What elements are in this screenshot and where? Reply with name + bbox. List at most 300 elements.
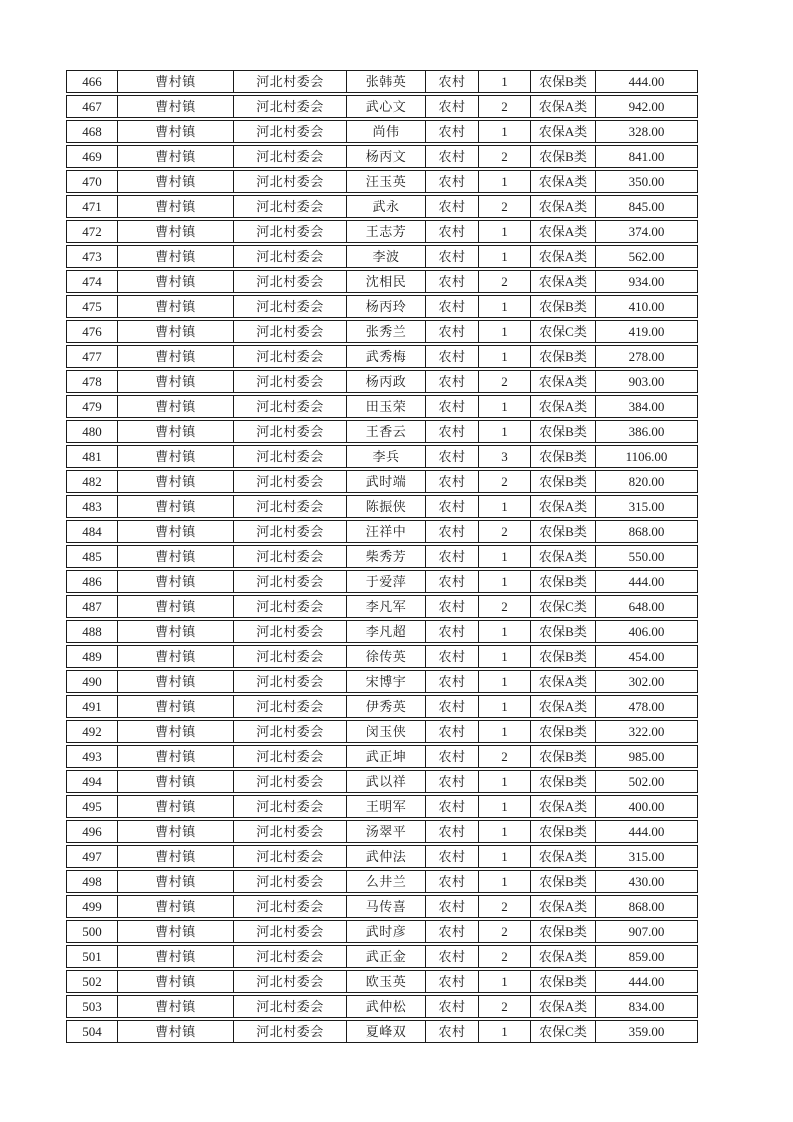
cell-amount: 562.00 — [628, 249, 665, 264]
cell-amount: 384.00 — [628, 399, 665, 414]
cell-town: 曹村镇 — [118, 96, 234, 117]
cell-village: 河北村委会 — [234, 996, 347, 1017]
cell-count: 1 — [479, 171, 531, 192]
cell-village: 河北村委会 — [234, 871, 347, 892]
cell-village: 河北村委会 — [234, 221, 347, 242]
cell-amount: 859.00 — [628, 949, 665, 964]
cell-town: 曹村镇 — [118, 271, 234, 292]
cell-category: 农村 — [426, 196, 479, 217]
cell-seq: 492 — [67, 721, 118, 742]
cell-category: 农村 — [426, 271, 479, 292]
cell-seq: 482 — [67, 471, 118, 492]
cell-count: 2 — [479, 371, 531, 392]
cell-category: 农村 — [426, 821, 479, 842]
cell-village: 河北村委会 — [234, 171, 347, 192]
cell-town: 曹村镇 — [118, 396, 234, 417]
table-row — [66, 370, 698, 393]
cell-amount: 359.00 — [628, 1024, 665, 1039]
cell-village: 河北村委会 — [234, 496, 347, 517]
table-row — [66, 395, 698, 418]
cell-seq: 481 — [67, 446, 118, 467]
table-row — [66, 495, 698, 518]
table-row — [66, 195, 698, 218]
cell-name: 欧玉英 — [347, 971, 426, 992]
cell-type: 农保A类 — [531, 196, 596, 217]
payment-table — [66, 70, 698, 1045]
cell-town: 曹村镇 — [118, 946, 234, 967]
cell-town: 曹村镇 — [118, 221, 234, 242]
cell-village: 河北村委会 — [234, 446, 347, 467]
cell-type: 农保B类 — [531, 446, 596, 467]
cell-type: 农保B类 — [531, 146, 596, 167]
cell-seq: 477 — [67, 346, 118, 367]
cell-type: 农保A类 — [531, 271, 596, 292]
cell-village: 河北村委会 — [234, 346, 347, 367]
table-row — [66, 470, 698, 493]
cell-name: 张韩英 — [347, 71, 426, 92]
cell-count: 2 — [479, 96, 531, 117]
cell-amount: 374.00 — [628, 224, 665, 239]
table-row — [66, 520, 698, 543]
cell-count: 2 — [479, 596, 531, 617]
cell-amount: 322.00 — [628, 724, 665, 739]
cell-town: 曹村镇 — [118, 896, 234, 917]
cell-type: 农保A类 — [531, 221, 596, 242]
cell-town: 曹村镇 — [118, 996, 234, 1017]
cell-village: 河北村委会 — [234, 646, 347, 667]
cell-type: 农保B类 — [531, 621, 596, 642]
cell-name: 武仲松 — [347, 996, 426, 1017]
cell-type: 农保C类 — [531, 321, 596, 342]
cell-count: 1 — [479, 221, 531, 242]
cell-name: 李兵 — [347, 446, 426, 467]
table-row — [66, 245, 698, 268]
cell-town: 曹村镇 — [118, 421, 234, 442]
cell-village: 河北村委会 — [234, 971, 347, 992]
cell-amount: 478.00 — [628, 699, 665, 714]
cell-amount: 400.00 — [628, 799, 665, 814]
table-row — [66, 1020, 698, 1043]
cell-seq: 478 — [67, 371, 118, 392]
cell-seq: 469 — [67, 146, 118, 167]
cell-count: 1 — [479, 396, 531, 417]
cell-seq: 494 — [67, 771, 118, 792]
cell-count: 1 — [479, 571, 531, 592]
table-row — [66, 120, 698, 143]
cell-village: 河北村委会 — [234, 921, 347, 942]
cell-category: 农村 — [426, 721, 479, 742]
cell-village: 河北村委会 — [234, 546, 347, 567]
cell-amount: 419.00 — [628, 324, 665, 339]
cell-name: 宋博宇 — [347, 671, 426, 692]
cell-name: 陈振侠 — [347, 496, 426, 517]
cell-village: 河北村委会 — [234, 271, 347, 292]
cell-village: 河北村委会 — [234, 421, 347, 442]
cell-town: 曹村镇 — [118, 646, 234, 667]
cell-category: 农村 — [426, 796, 479, 817]
cell-town: 曹村镇 — [118, 1021, 234, 1042]
cell-village: 河北村委会 — [234, 671, 347, 692]
cell-town: 曹村镇 — [118, 546, 234, 567]
cell-category: 农村 — [426, 346, 479, 367]
cell-name: 武时彦 — [347, 921, 426, 942]
cell-name: 于爱萍 — [347, 571, 426, 592]
table-row — [66, 595, 698, 618]
cell-town: 曹村镇 — [118, 796, 234, 817]
table-row — [66, 745, 698, 768]
cell-seq: 502 — [67, 971, 118, 992]
cell-village: 河北村委会 — [234, 571, 347, 592]
cell-name: 武正金 — [347, 946, 426, 967]
cell-town: 曹村镇 — [118, 921, 234, 942]
cell-amount: 315.00 — [628, 849, 665, 864]
cell-town: 曹村镇 — [118, 446, 234, 467]
cell-village: 河北村委会 — [234, 396, 347, 417]
cell-count: 1 — [479, 71, 531, 92]
cell-category: 农村 — [426, 896, 479, 917]
cell-type: 农保A类 — [531, 696, 596, 717]
table-row — [66, 870, 698, 893]
cell-category: 农村 — [426, 171, 479, 192]
table-row — [66, 320, 698, 343]
cell-amount: 820.00 — [628, 474, 665, 489]
cell-count: 2 — [479, 146, 531, 167]
cell-village: 河北村委会 — [234, 796, 347, 817]
cell-name: 柴秀芳 — [347, 546, 426, 567]
cell-type: 农保B类 — [531, 871, 596, 892]
cell-town: 曹村镇 — [118, 571, 234, 592]
cell-category: 农村 — [426, 621, 479, 642]
cell-count: 1 — [479, 796, 531, 817]
cell-town: 曹村镇 — [118, 371, 234, 392]
cell-seq: 499 — [67, 896, 118, 917]
cell-category: 农村 — [426, 471, 479, 492]
cell-category: 农村 — [426, 546, 479, 567]
cell-amount: 845.00 — [628, 199, 665, 214]
cell-seq: 498 — [67, 871, 118, 892]
cell-town: 曹村镇 — [118, 146, 234, 167]
cell-category: 农村 — [426, 771, 479, 792]
cell-count: 1 — [479, 821, 531, 842]
cell-name: 武正坤 — [347, 746, 426, 767]
cell-count: 1 — [479, 121, 531, 142]
cell-seq: 466 — [67, 71, 118, 92]
cell-amount: 868.00 — [628, 899, 665, 914]
cell-count: 2 — [479, 896, 531, 917]
cell-seq: 490 — [67, 671, 118, 692]
cell-category: 农村 — [426, 746, 479, 767]
cell-seq: 476 — [67, 321, 118, 342]
cell-town: 曹村镇 — [118, 196, 234, 217]
cell-village: 河北村委会 — [234, 771, 347, 792]
table-row — [66, 95, 698, 118]
cell-village: 河北村委会 — [234, 196, 347, 217]
cell-name: 王香云 — [347, 421, 426, 442]
cell-seq: 497 — [67, 846, 118, 867]
cell-count: 1 — [479, 546, 531, 567]
table-row — [66, 570, 698, 593]
cell-amount: 406.00 — [628, 624, 665, 639]
cell-village: 河北村委会 — [234, 821, 347, 842]
cell-count: 2 — [479, 921, 531, 942]
cell-category: 农村 — [426, 846, 479, 867]
cell-name: 尚伟 — [347, 121, 426, 142]
table-row — [66, 920, 698, 943]
cell-name: 杨丙政 — [347, 371, 426, 392]
cell-category: 农村 — [426, 596, 479, 617]
cell-category: 农村 — [426, 946, 479, 967]
cell-amount: 648.00 — [628, 599, 665, 614]
cell-town: 曹村镇 — [118, 721, 234, 742]
table-row — [66, 620, 698, 643]
cell-town: 曹村镇 — [118, 71, 234, 92]
cell-amount: 444.00 — [628, 824, 665, 839]
cell-town: 曹村镇 — [118, 746, 234, 767]
cell-count: 1 — [479, 696, 531, 717]
cell-count: 2 — [479, 521, 531, 542]
cell-name: 王志芳 — [347, 221, 426, 242]
cell-name: 武秀梅 — [347, 346, 426, 367]
cell-seq: 485 — [67, 546, 118, 567]
cell-category: 农村 — [426, 221, 479, 242]
cell-count: 2 — [479, 271, 531, 292]
cell-count: 1 — [479, 421, 531, 442]
cell-count: 1 — [479, 496, 531, 517]
cell-amount: 550.00 — [628, 549, 665, 564]
cell-count: 2 — [479, 996, 531, 1017]
cell-type: 农保A类 — [531, 996, 596, 1017]
cell-amount: 502.00 — [628, 774, 665, 789]
cell-amount: 444.00 — [628, 574, 665, 589]
table-row — [66, 145, 698, 168]
cell-village: 河北村委会 — [234, 246, 347, 267]
cell-type: 农保A类 — [531, 946, 596, 967]
cell-amount: 934.00 — [628, 274, 665, 289]
table-row — [66, 420, 698, 443]
cell-amount: 1106.00 — [625, 449, 668, 464]
cell-count: 1 — [479, 246, 531, 267]
cell-name: 杨丙玲 — [347, 296, 426, 317]
cell-type: 农保B类 — [531, 821, 596, 842]
table-row — [66, 345, 698, 368]
cell-village: 河北村委会 — [234, 621, 347, 642]
cell-seq: 504 — [67, 1021, 118, 1042]
cell-village: 河北村委会 — [234, 696, 347, 717]
cell-type: 农保A类 — [531, 796, 596, 817]
cell-type: 农保C类 — [531, 596, 596, 617]
cell-seq: 493 — [67, 746, 118, 767]
cell-count: 1 — [479, 646, 531, 667]
cell-village: 河北村委会 — [234, 96, 347, 117]
cell-village: 河北村委会 — [234, 896, 347, 917]
cell-name: 武仲法 — [347, 846, 426, 867]
cell-town: 曹村镇 — [118, 671, 234, 692]
cell-name: 武以祥 — [347, 771, 426, 792]
table-row — [66, 895, 698, 918]
cell-type: 农保B类 — [531, 921, 596, 942]
table-row — [66, 720, 698, 743]
table-row — [66, 695, 698, 718]
cell-name: 武心文 — [347, 96, 426, 117]
cell-town: 曹村镇 — [118, 471, 234, 492]
cell-type: 农保B类 — [531, 71, 596, 92]
cell-count: 1 — [479, 346, 531, 367]
cell-village: 河北村委会 — [234, 596, 347, 617]
cell-count: 1 — [479, 621, 531, 642]
cell-type: 农保B类 — [531, 571, 596, 592]
cell-type: 农保A类 — [531, 896, 596, 917]
cell-type: 农保B类 — [531, 521, 596, 542]
table-row — [66, 220, 698, 243]
cell-name: 张秀兰 — [347, 321, 426, 342]
cell-amount: 278.00 — [628, 349, 665, 364]
table-row — [66, 945, 698, 968]
cell-seq: 501 — [67, 946, 118, 967]
cell-count: 3 — [479, 446, 531, 467]
cell-village: 河北村委会 — [234, 746, 347, 767]
cell-village: 河北村委会 — [234, 946, 347, 967]
cell-type: 农保B类 — [531, 346, 596, 367]
cell-name: 杨丙文 — [347, 146, 426, 167]
cell-village: 河北村委会 — [234, 321, 347, 342]
cell-town: 曹村镇 — [118, 871, 234, 892]
cell-type: 农保A类 — [531, 371, 596, 392]
cell-town: 曹村镇 — [118, 496, 234, 517]
table-row — [66, 845, 698, 868]
table-row — [66, 270, 698, 293]
cell-category: 农村 — [426, 1021, 479, 1042]
cell-count: 1 — [479, 871, 531, 892]
cell-count: 1 — [479, 971, 531, 992]
cell-seq: 487 — [67, 596, 118, 617]
cell-village: 河北村委会 — [234, 146, 347, 167]
cell-count: 2 — [479, 946, 531, 967]
cell-amount: 386.00 — [628, 424, 665, 439]
cell-seq: 488 — [67, 621, 118, 642]
cell-type: 农保A类 — [531, 396, 596, 417]
cell-seq: 479 — [67, 396, 118, 417]
cell-town: 曹村镇 — [118, 596, 234, 617]
cell-type: 农保B类 — [531, 421, 596, 442]
cell-seq: 468 — [67, 121, 118, 142]
cell-town: 曹村镇 — [118, 296, 234, 317]
table-row — [66, 295, 698, 318]
cell-village: 河北村委会 — [234, 371, 347, 392]
cell-town: 曹村镇 — [118, 246, 234, 267]
cell-seq: 475 — [67, 296, 118, 317]
cell-type: 农保A类 — [531, 846, 596, 867]
cell-town: 曹村镇 — [118, 696, 234, 717]
cell-seq: 495 — [67, 796, 118, 817]
cell-name: 汤翠平 — [347, 821, 426, 842]
cell-village: 河北村委会 — [234, 296, 347, 317]
cell-seq: 470 — [67, 171, 118, 192]
cell-amount: 834.00 — [628, 999, 665, 1014]
cell-count: 1 — [479, 296, 531, 317]
cell-type: 农保A类 — [531, 171, 596, 192]
cell-type: 农保B类 — [531, 971, 596, 992]
table-row — [66, 445, 698, 468]
cell-count: 2 — [479, 471, 531, 492]
table-row — [66, 545, 698, 568]
cell-category: 农村 — [426, 146, 479, 167]
cell-village: 河北村委会 — [234, 846, 347, 867]
cell-seq: 472 — [67, 221, 118, 242]
cell-seq: 489 — [67, 646, 118, 667]
cell-town: 曹村镇 — [118, 321, 234, 342]
cell-village: 河北村委会 — [234, 471, 347, 492]
cell-name: 徐传英 — [347, 646, 426, 667]
cell-town: 曹村镇 — [118, 971, 234, 992]
cell-category: 农村 — [426, 396, 479, 417]
cell-name: 汪玉英 — [347, 171, 426, 192]
cell-amount: 907.00 — [628, 924, 665, 939]
cell-count: 2 — [479, 196, 531, 217]
cell-type: 农保B类 — [531, 771, 596, 792]
cell-category: 农村 — [426, 971, 479, 992]
cell-seq: 471 — [67, 196, 118, 217]
cell-seq: 473 — [67, 246, 118, 267]
cell-category: 农村 — [426, 321, 479, 342]
cell-name: 伊秀英 — [347, 696, 426, 717]
cell-category: 农村 — [426, 371, 479, 392]
cell-amount: 444.00 — [628, 74, 665, 89]
cell-count: 2 — [479, 746, 531, 767]
cell-type: 农保A类 — [531, 121, 596, 142]
cell-name: 田玉荣 — [347, 396, 426, 417]
cell-category: 农村 — [426, 571, 479, 592]
cell-village: 河北村委会 — [234, 121, 347, 142]
cell-category: 农村 — [426, 646, 479, 667]
cell-amount: 841.00 — [628, 149, 665, 164]
cell-name: 夏峰双 — [347, 1021, 426, 1042]
cell-name: 王明军 — [347, 796, 426, 817]
cell-town: 曹村镇 — [118, 621, 234, 642]
cell-category: 农村 — [426, 71, 479, 92]
cell-seq: 467 — [67, 96, 118, 117]
cell-seq: 483 — [67, 496, 118, 517]
cell-name: 武永 — [347, 196, 426, 217]
cell-seq: 480 — [67, 421, 118, 442]
cell-type: 农保C类 — [531, 1021, 596, 1042]
cell-amount: 868.00 — [628, 524, 665, 539]
cell-category: 农村 — [426, 921, 479, 942]
cell-seq: 491 — [67, 696, 118, 717]
cell-village: 河北村委会 — [234, 1021, 347, 1042]
cell-amount: 328.00 — [628, 124, 665, 139]
cell-village: 河北村委会 — [234, 521, 347, 542]
cell-town: 曹村镇 — [118, 121, 234, 142]
cell-amount: 350.00 — [628, 174, 665, 189]
cell-category: 农村 — [426, 421, 479, 442]
cell-count: 1 — [479, 721, 531, 742]
cell-name: 李凡军 — [347, 596, 426, 617]
cell-amount: 985.00 — [628, 749, 665, 764]
cell-name: 沈相民 — [347, 271, 426, 292]
cell-seq: 500 — [67, 921, 118, 942]
cell-name: 武时端 — [347, 471, 426, 492]
cell-category: 农村 — [426, 496, 479, 517]
cell-village: 河北村委会 — [234, 721, 347, 742]
table-row — [66, 645, 698, 668]
cell-amount: 302.00 — [628, 674, 665, 689]
cell-category: 农村 — [426, 446, 479, 467]
cell-type: 农保A类 — [531, 496, 596, 517]
cell-name: 闵玉侠 — [347, 721, 426, 742]
cell-amount: 430.00 — [628, 874, 665, 889]
cell-category: 农村 — [426, 871, 479, 892]
cell-count: 1 — [479, 671, 531, 692]
